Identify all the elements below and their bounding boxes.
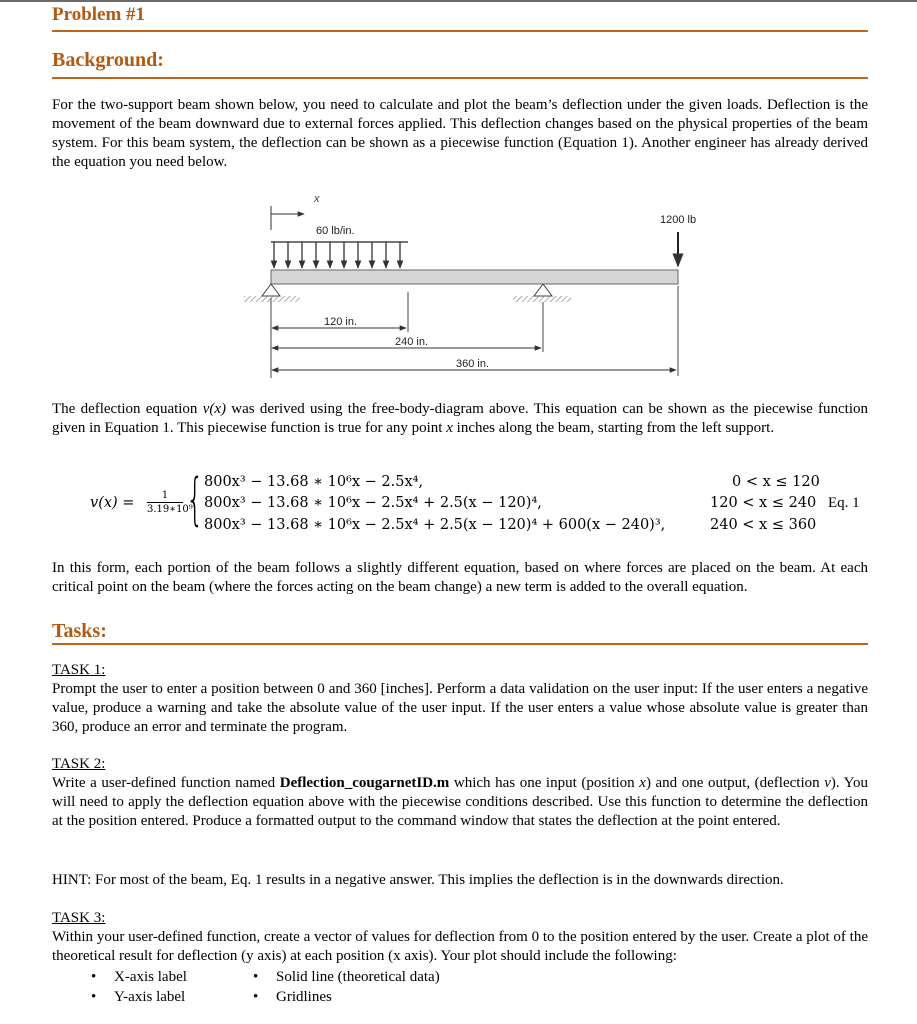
task-3-title: TASK 3: — [52, 910, 106, 926]
dim-240-label: 240 in. — [395, 336, 429, 348]
equation-row-3: 800x³ − 13.68 ∗ 10⁶x − 2.5x⁴ + 2.5(x − 120)⁴ + 600(x − 240)³, — [204, 517, 666, 533]
tasks-divider — [52, 643, 868, 645]
equation-row-1: 800x³ − 13.68 ∗ 10⁶x − 2.5x⁴, — [204, 474, 424, 490]
hint — [52, 871, 868, 890]
condition-3: 240 < x ≤ 360 — [710, 517, 817, 533]
task-1-title: TASK 1: — [52, 662, 106, 678]
form-paragraph — [52, 559, 868, 597]
requirement-item: • Solid line (theoretical data) — [250, 967, 440, 987]
task-2-var-x: x — [639, 775, 646, 791]
equation-fraction — [147, 489, 193, 516]
equation-row-2: 800x³ − 13.68 ∗ 10⁶x − 2.5x⁴ + 2.5(x − 120)⁴, — [204, 495, 542, 511]
deflection-text-1: The deflection equation — [52, 401, 203, 417]
background-divider — [52, 77, 868, 79]
task-2-title: TASK 2: — [52, 756, 106, 772]
task-2-function-name: Deflection_cougarnetID.m — [279, 775, 450, 791]
left-support-ground — [244, 296, 300, 302]
equation-lhs: v(x) = — [90, 495, 135, 511]
deflection-eq-name: v(x) — [202, 401, 226, 417]
tasks-heading: Tasks: — [52, 620, 107, 642]
background-paragraph — [52, 96, 868, 172]
task-2-var-v: v — [824, 775, 831, 791]
task-2-text-a: Write a user-defined function named — [52, 775, 280, 791]
deflection-text-3: inches along the beam, starting from the left support. — [452, 420, 775, 436]
task-2-text-b: which has one input (position — [449, 775, 640, 791]
dim-120-label: 120 in. — [324, 316, 358, 328]
background-text: For the two-support beam shown below, you need to calculate and plot the beam’s deflection under the given loads. Deflection is the movement of the beam downward due to external forces applied. This deflection changes based on the physical properties of the beam system. For this beam system, the deflection can be shown as a piecewise function (Equation 1). Another engineer has already derived the equation you need below. — [52, 97, 868, 170]
condition-2: 120 < x ≤ 240 — [710, 495, 817, 511]
task-2-text-c: ) and one output, (deflection — [645, 775, 825, 791]
equation-label: Eq. 1 — [828, 495, 860, 511]
dim-360-label: 360 in. — [456, 358, 490, 370]
x-label: x — [314, 193, 320, 205]
deflection-text-2: was derived using the free-body-diagram above. This equation can be shown as the piecewise function given in Equation 1. This piecewise function is true for any point — [52, 401, 868, 436]
requirement-item: • Gridlines — [250, 987, 440, 1007]
title-divider — [52, 30, 868, 32]
requirements-list-right — [250, 967, 440, 1007]
task-2 — [52, 755, 868, 831]
piecewise-brace: { — [186, 467, 204, 532]
task-1 — [52, 661, 868, 737]
distributed-load-label: 60 lb/in. — [316, 225, 355, 237]
form-text: In this form, each portion of the beam follows a slightly different equation, based on where forces are placed on the beam. At each critical point on the beam (where the forces acting on the beam change) a new term is added to the overall equation. — [52, 560, 868, 595]
requirement-item: • Y-axis label — [88, 987, 187, 1007]
task-3 — [52, 909, 868, 966]
beam — [271, 270, 678, 284]
condition-1: 0 < x ≤ 120 — [732, 474, 820, 490]
requirements-list-left — [88, 967, 187, 1007]
deflection-var: x — [446, 420, 453, 436]
task-1-text: Prompt the user to enter a position between 0 and 360 [inches]. Perform a data validation on the user input: If the user enters a negative value, produce a warning and take the absolute value of the user input. If the user enters a value whose absolute value is greater than 360, produce an error and terminate the program. — [52, 681, 868, 735]
task-2-text-d: ). You will need to apply the deflection equation above with the piecewise conditions described. Use this function to determine the deflection at the position entered. Produce a formatted output to the command window that states the deflection at the point entered. — [52, 775, 868, 829]
equation-1 — [90, 467, 890, 542]
fraction-numerator: 1 — [147, 489, 183, 503]
middle-support — [534, 284, 552, 296]
point-load-label: 1200 lb — [660, 214, 697, 226]
middle-support-ground — [513, 296, 571, 302]
problem-title: Problem #1 — [52, 4, 146, 25]
left-support — [262, 284, 280, 296]
fraction-denominator: 3.19∗10⁹ — [147, 504, 193, 515]
top-border — [0, 0, 917, 2]
deflection-paragraph — [52, 400, 868, 438]
requirement-item: • X-axis label — [88, 967, 187, 987]
task-3-text: Within your user-defined function, create a vector of values for deflection from 0 to the position entered by the user. Create a plot of the theoretical result for deflection (y axis) at each position (x axis). Your plot should include the following: — [52, 929, 868, 964]
beam-diagram — [230, 186, 700, 386]
distributed-load-arrows — [274, 242, 400, 268]
background-heading: Background: — [52, 49, 164, 71]
hint-text: HINT: For most of the beam, Eq. 1 results in a negative answer. This implies the deflection is in the downwards direction. — [52, 872, 784, 888]
